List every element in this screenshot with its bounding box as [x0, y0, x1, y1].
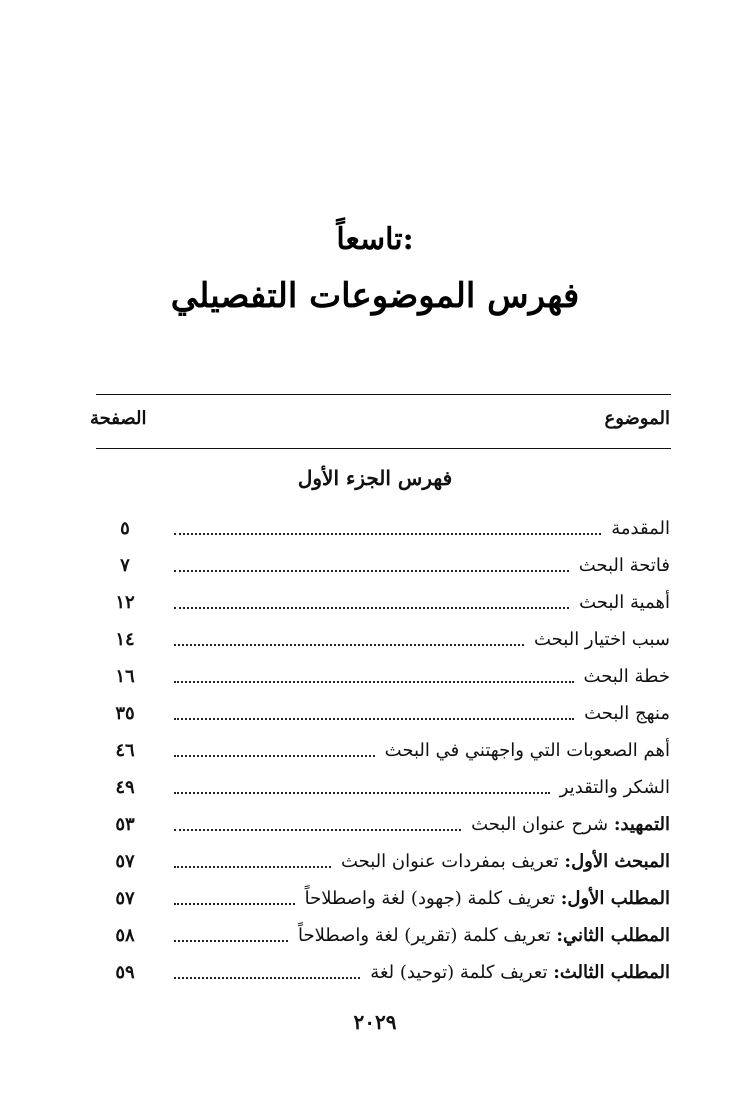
- dot-leader: [174, 718, 574, 720]
- dot-leader: [174, 903, 295, 905]
- toc-entry-heading: المطلب الأول:: [560, 888, 670, 909]
- toc-entry-text: شرح عنوان البحث: [471, 814, 609, 835]
- toc-list: [90, 510, 670, 991]
- dot-leader: [174, 533, 601, 535]
- toc-entry-text: الشكر والتقدير: [559, 777, 670, 798]
- dot-leader: [174, 792, 550, 794]
- toc-entry-heading: التمهيد:: [613, 814, 670, 835]
- dot-leader: [174, 681, 574, 683]
- toc-row: [90, 806, 670, 843]
- toc-entry-page: ١٦: [115, 666, 135, 687]
- toc-row: [90, 954, 670, 991]
- toc-row: [90, 843, 670, 880]
- section-title: فهرس الجزء الأول: [297, 466, 453, 490]
- toc-entry-text: تعريف كلمة (تقرير) لغة واصطلاحاً: [297, 925, 551, 946]
- toc-entry-text: تعريف كلمة (جهود) لغة واصطلاحاً: [304, 888, 556, 909]
- toc-entry-page: ٣٥: [115, 703, 135, 724]
- page-title: فهرس الموضوعات التفصيلي: [170, 276, 580, 316]
- toc-entry-label: [299, 888, 670, 909]
- toc-entry-page: ٤٦: [115, 740, 135, 761]
- column-header-page: الصفحة: [90, 408, 147, 429]
- toc-entry-text: المقدمة: [611, 518, 670, 539]
- toc-entry-page: ٥: [120, 518, 130, 539]
- toc-row: [90, 547, 670, 584]
- toc-row: [90, 621, 670, 658]
- toc-entry-label: [554, 777, 670, 798]
- heading-ordinal: تاسعاً:: [336, 222, 414, 257]
- toc-entry-page: ١٢: [115, 592, 135, 613]
- toc-entry-label: [573, 555, 670, 576]
- toc-row: [90, 732, 670, 769]
- dot-leader: [174, 644, 524, 646]
- dot-leader: [174, 866, 331, 868]
- toc-entry-label: [528, 629, 670, 650]
- toc-entry-heading: المطلب الثاني:: [556, 925, 670, 946]
- toc-entry-text: أهمية البحث: [579, 592, 670, 613]
- toc-entry-text: فاتحة البحث: [578, 555, 670, 576]
- toc-entry-text: أهم الصعوبات التي واجهتني في البحث: [384, 740, 670, 761]
- dot-leader: [174, 940, 288, 942]
- toc-entry-label: [465, 814, 670, 835]
- toc-entry-label: [578, 666, 670, 687]
- toc-row: [90, 880, 670, 917]
- toc-entry-heading: المطلب الثالث:: [553, 962, 670, 983]
- table-top-rule: [96, 394, 671, 395]
- toc-entry-page: ٥٣: [115, 814, 135, 835]
- toc-row: [90, 695, 670, 732]
- toc-entry-text: تعريف بمفردات عنوان البحث: [340, 851, 559, 872]
- toc-entry-text: خطة البحث: [583, 666, 670, 687]
- toc-entry-label: [292, 925, 670, 946]
- toc-row: [90, 510, 670, 547]
- toc-entry-label: [578, 703, 670, 724]
- toc-entry-label: [364, 962, 670, 983]
- toc-row: [90, 584, 670, 621]
- toc-entry-page: ٧: [120, 555, 130, 576]
- dot-leader: [174, 755, 375, 757]
- toc-entry-page: ٥٧: [115, 851, 135, 872]
- table-header-rule: [96, 448, 671, 449]
- toc-entry-page: ٥٨: [115, 925, 135, 946]
- toc-row: [90, 917, 670, 954]
- toc-row: [90, 769, 670, 806]
- toc-entry-page: ٤٩: [115, 777, 135, 798]
- toc-entry-text: سبب اختيار البحث: [533, 629, 670, 650]
- toc-row: [90, 658, 670, 695]
- toc-entry-label: [573, 592, 670, 613]
- toc-entry-text: تعريف كلمة (توحيد) لغة: [370, 962, 548, 983]
- dot-leader: [174, 607, 569, 609]
- column-header-topic: الموضوع: [604, 408, 670, 429]
- toc-entry-label: [605, 518, 670, 539]
- dot-leader: [174, 829, 461, 831]
- dot-leader: [174, 570, 569, 572]
- dot-leader: [174, 977, 360, 979]
- toc-entry-page: ١٤: [115, 629, 135, 650]
- toc-entry-label: [335, 851, 670, 872]
- toc-entry-page: ٥٧: [115, 888, 135, 909]
- toc-entry-text: منهج البحث: [584, 703, 670, 724]
- toc-entry-page: ٥٩: [115, 962, 135, 983]
- toc-entry-heading: المبحث الأول:: [564, 851, 670, 872]
- toc-entry-label: [379, 740, 670, 761]
- page-number: ٢٠٢٩: [353, 1010, 397, 1034]
